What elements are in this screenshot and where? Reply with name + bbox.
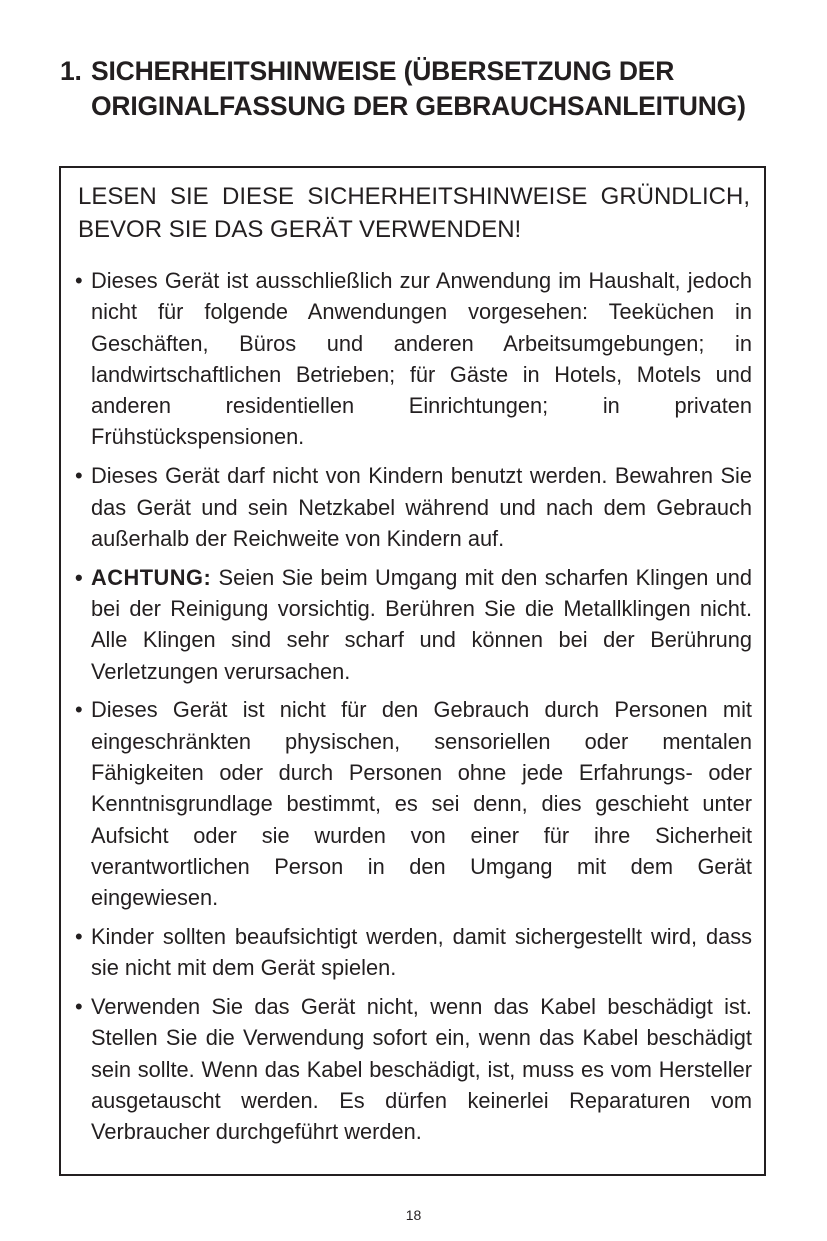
section-title: SICHERHEITSHINWEISE (ÜBERSETZUNG DER ORIGINALFASSUNG DER GEBRAUCHSANLEITUNG) [91, 56, 746, 121]
safety-notice-box [59, 166, 766, 1176]
bullet: • [75, 923, 83, 949]
section-number: 1. [60, 56, 82, 86]
list-item [75, 265, 752, 453]
safety-intro: LESEN SIE DIESE SICHERHEITSHINWEISE GRÜNDLICH, BEVOR SIE DAS GERÄT VERWENDEN! [78, 183, 750, 243]
list-item [75, 921, 752, 984]
bullet: • [75, 463, 83, 489]
list-item-text: Kinder sollten beaufsichtigt werden, damit sichergestellt wird, dass sie nicht mit dem Gerät spielen. [91, 923, 752, 981]
list-item [75, 694, 752, 913]
list-item-text: Verwenden Sie das Gerät nicht, wenn das Kabel beschädigt ist. Stellen Sie die Verwendung sofort ein, wenn das Kabel beschädigt sein sollte. Wenn das Kabel beschädigt, ist, muss es vom Hersteller ausgetauscht werden. Es dürfen keinerlei Reparaturen vom Verbraucher durchgeführt werden. [91, 994, 752, 1145]
list-item-text: Seien Sie beim Umgang mit den scharfen Klingen und bei der Reinigung vorsichtig. Berühren Sie die Metallklingen nicht. Alle Klingen sind sehr scharf und können bei der Berührung Verletzungen verursachen. [91, 564, 752, 684]
page-number: 18 [405, 1207, 422, 1223]
bullet: • [75, 268, 83, 293]
list-item-text: Dieses Gerät darf nicht von Kindern benutzt werden. Bewahren Sie das Gerät und sein Netzkabel während und nach dem Gebrauch außerhalb der Reichweite von Kindern auf. [91, 463, 752, 551]
list-item [75, 460, 752, 554]
warning-label: ACHTUNG: [91, 564, 212, 590]
list-item [75, 991, 752, 1147]
bullet: • [75, 994, 83, 1020]
bullet: • [75, 564, 84, 590]
section-heading [60, 54, 780, 123]
list-item [75, 562, 752, 687]
list-item-text: Dieses Gerät ist ausschließlich zur Anwendung im Haushalt, jedoch nicht für folgende Anwendungen vorgesehen: Teeküchen in Geschäften, Büros und anderen Arbeitsumgebungen; in landwirtschaftlichen Betrieben; für Gäste in Hotels, Motels und anderen residentiellen Einrichtungen; in privaten Frühstückspensionen. [91, 268, 752, 450]
safety-list [75, 265, 752, 1155]
list-item-text: Dieses Gerät ist nicht für den Gebrauch durch Personen mit eingeschränkten physischen, sensoriellen oder mentalen Fähigkeiten oder durch Personen ohne jede Erfahrungs- oder Kenntnisgrundlage bestimmt, es sei denn, dies geschieht unter Aufsicht oder sie wurden von einer für ihre Sicherheit verantwortlichen Person in den Umgang mit dem Gerät eingewiesen. [91, 697, 752, 911]
bullet: • [75, 697, 83, 723]
